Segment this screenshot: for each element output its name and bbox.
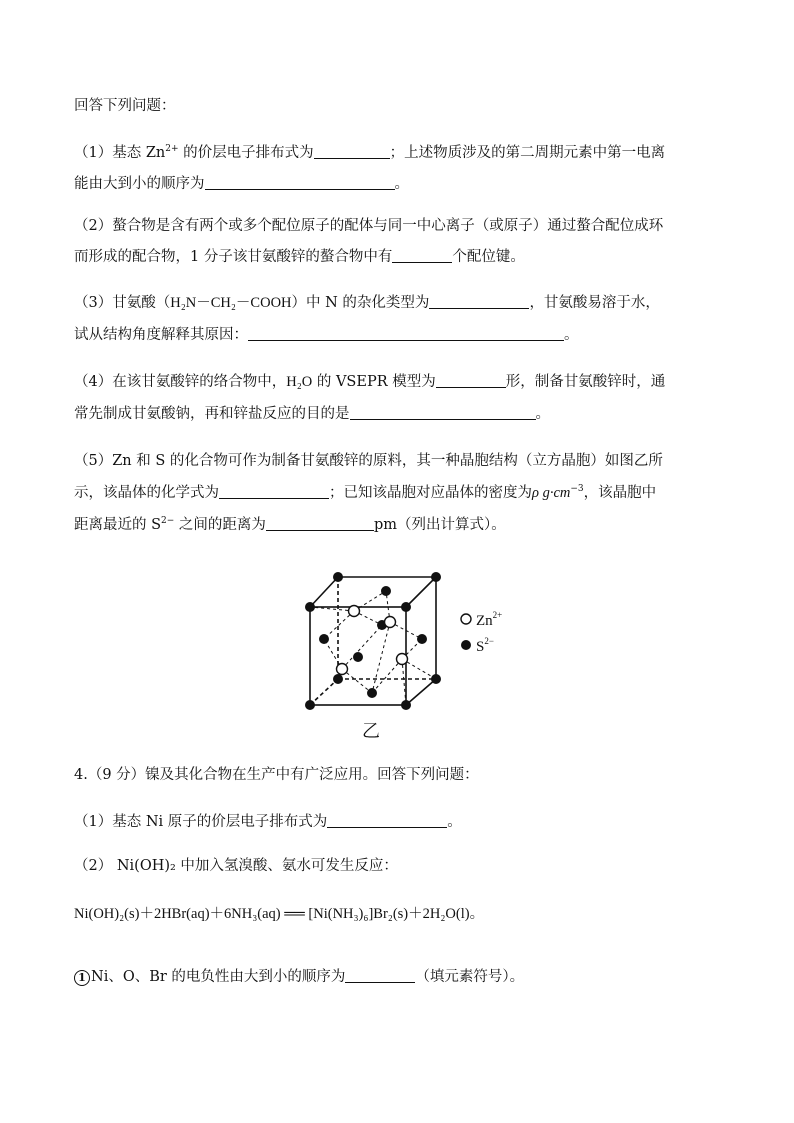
s-ion-corner-3 bbox=[305, 700, 315, 710]
q3-answer-blank-1[interactable] bbox=[429, 294, 529, 309]
q3-text-e: 。 bbox=[564, 327, 579, 343]
bond-lines bbox=[310, 591, 436, 705]
q5-answer-blank-1[interactable] bbox=[219, 484, 329, 499]
intro-label: 回答下列问题： bbox=[74, 98, 176, 114]
q4-line2 bbox=[74, 404, 550, 424]
q4-text-e: 。 bbox=[535, 406, 550, 422]
q1-line1 bbox=[74, 143, 665, 163]
q5-text-a: （5）Zn 和 S 的化合物可作为制备甘氨酸锌的原料，其一种晶胞结构（立方晶胞）如图乙所 bbox=[74, 453, 663, 469]
q5-answer-blank-2[interactable] bbox=[266, 516, 374, 531]
circled-number-1: 1 bbox=[74, 970, 90, 986]
p4-q2-text: （2） Ni(OH)₂ 中加入氢溴酸、氨水可发生反应： bbox=[74, 858, 398, 874]
s-ion-corner-5 bbox=[333, 572, 343, 582]
q5-text-b: 示，该晶体的化学式为 bbox=[74, 485, 219, 501]
sulfide-charge: 2− bbox=[161, 516, 175, 527]
p4-q2 bbox=[74, 856, 398, 876]
figure-caption: 乙 bbox=[362, 721, 380, 742]
zn-ion-3 bbox=[337, 664, 348, 675]
legend-s-label: $S^{2-}$ bbox=[476, 636, 494, 655]
zn-ion-4 bbox=[397, 654, 408, 665]
intro-text bbox=[74, 96, 176, 116]
q5-line1 bbox=[74, 451, 663, 471]
q4-line1 bbox=[74, 372, 665, 392]
q5-line2 bbox=[74, 483, 656, 503]
q3-answer-blank-2[interactable] bbox=[248, 326, 564, 341]
q4-text-a: （4）在该甘氨酸锌的络合物中， bbox=[74, 374, 287, 390]
s-ion-corner-6 bbox=[431, 572, 441, 582]
q5-line3 bbox=[74, 515, 506, 535]
reaction-equation bbox=[74, 904, 484, 924]
s-ion-corner-7 bbox=[431, 674, 441, 684]
q1-text-e: 。 bbox=[394, 176, 409, 192]
q3-line2 bbox=[74, 325, 579, 345]
q3-text-b: ）中 N 的杂化类型为 bbox=[291, 295, 430, 311]
q2-text-b: 而形成的配合物，1 分子该甘氨酸锌的螯合物中有 bbox=[74, 249, 393, 265]
p4-title bbox=[74, 765, 479, 785]
q3-text-a: （3）甘氨酸（ bbox=[74, 295, 171, 311]
s-ion-face-right bbox=[417, 634, 427, 644]
s-ion-face-top bbox=[381, 586, 391, 596]
density-unit: ρ g·cm bbox=[532, 485, 571, 501]
p4-q1-answer-blank[interactable] bbox=[327, 813, 447, 828]
q5-text-e: 距离最近的 S bbox=[74, 517, 162, 533]
s-ion-corner-8 bbox=[333, 674, 343, 684]
crystal-cell-figure bbox=[290, 565, 530, 745]
q1-text-a: （1）基态 Zn bbox=[74, 145, 166, 161]
s-ion-face-front bbox=[353, 652, 363, 662]
p4-title-text: 4.（9 分）镍及其化合物在生产中有广泛应用。回答下列问题： bbox=[74, 767, 479, 783]
q5-text-c: ；已知该晶胞对应晶体的密度为 bbox=[329, 485, 532, 501]
s-ion-face-left bbox=[319, 634, 329, 644]
q1-charge: 2+ bbox=[165, 144, 179, 155]
q5-text-f: 之间的距离为 bbox=[174, 517, 266, 533]
q1-text-b: 的价层电子排布式为 bbox=[178, 145, 314, 161]
q3-text-d: 试从结构角度解释其原因： bbox=[74, 327, 248, 343]
q4-answer-blank-2[interactable] bbox=[350, 405, 536, 420]
p4-sub1 bbox=[74, 967, 524, 987]
p4-sub1-answer-blank[interactable] bbox=[345, 968, 415, 983]
glycine-formula: H₂N－CH₂－COOH bbox=[170, 295, 292, 311]
q1-answer-blank-1[interactable] bbox=[314, 144, 390, 159]
legend-s-marker bbox=[461, 640, 471, 650]
q4-answer-blank-1[interactable] bbox=[436, 373, 506, 388]
p4-sub1-text-b: （填元素符号）。 bbox=[415, 969, 525, 985]
p4-q1 bbox=[74, 812, 462, 832]
q2-text-c: 个配位键。 bbox=[452, 249, 525, 265]
density-exponent: −3 bbox=[570, 484, 584, 495]
q2-text-a: （2）螯合物是含有两个或多个配位原子的配体与同一中心离子（或原子）通过螯合配位成环 bbox=[74, 218, 664, 234]
p4-sub1-text-a: Ni、O、Br 的电负性由大到小的顺序为 bbox=[91, 969, 346, 985]
q5-text-g: pm（列出计算式）。 bbox=[373, 517, 506, 533]
p4-q1-text-a: （1）基态 Ni 原子的价层电子排布式为 bbox=[74, 814, 328, 830]
zn-ion-1 bbox=[349, 606, 360, 617]
p4-q1-text-b: 。 bbox=[447, 814, 462, 830]
water-formula: H₂O bbox=[286, 374, 313, 390]
q5-text-d: ，该晶胞中 bbox=[583, 485, 657, 501]
q4-text-c: 形，制备甘氨酸锌时，通 bbox=[505, 374, 666, 390]
q2-answer-blank[interactable] bbox=[392, 248, 452, 263]
s-ion-corner-4 bbox=[401, 700, 411, 710]
q4-text-b: 的 VSEPR 模型为 bbox=[312, 374, 436, 390]
q3-text-c: ，甘氨酸易溶于水， bbox=[529, 295, 660, 311]
q1-line2 bbox=[74, 174, 409, 194]
q4-text-d: 常先制成甘氨酸钠，再和锌盐反应的目的是 bbox=[74, 406, 350, 422]
q1-text-d: 能由大到小的顺序为 bbox=[74, 176, 205, 192]
s-ion-corner-1 bbox=[305, 602, 315, 612]
s-ion-face-bottom bbox=[367, 688, 377, 698]
q1-text-c: ；上述物质涉及的第二周期元素中第一电离 bbox=[389, 145, 666, 161]
legend-zn-marker bbox=[461, 614, 471, 624]
reaction-equation-text: Ni(OH)₂(s)＋2HBr(aq)＋6NH₃(aq) ══ [Ni(NH₃)₆]Br₂(s)＋2H₂O(l)。 bbox=[74, 906, 485, 922]
q1-answer-blank-2[interactable] bbox=[205, 175, 395, 190]
zn-ion-2 bbox=[385, 617, 396, 628]
q2-line2 bbox=[74, 247, 525, 267]
legend-zn-label: $Zn^{2+}$ bbox=[476, 610, 503, 629]
s-ion-corner-2 bbox=[401, 602, 411, 612]
q3-line1 bbox=[74, 293, 660, 313]
q2-line1 bbox=[74, 216, 663, 236]
cube-edges bbox=[310, 577, 436, 705]
